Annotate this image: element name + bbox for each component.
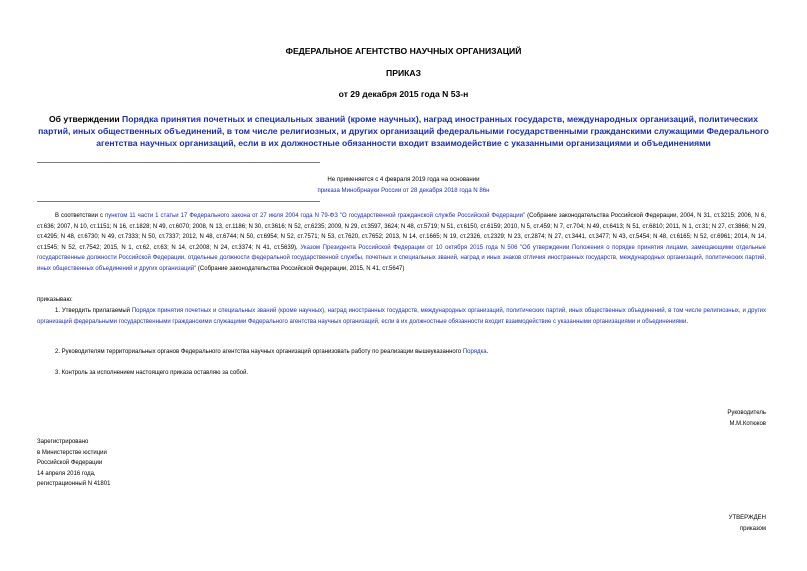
- document-date-number: от 29 декабря 2015 года N 53-н: [338, 89, 469, 99]
- signature-block: [727, 408, 766, 429]
- registration-line: 14 апреля 2016 года,: [37, 470, 96, 477]
- signatory-name: М.М.Котюков: [729, 420, 766, 427]
- divider-top: [37, 162, 320, 163]
- preamble-text-1: В соответствии с: [55, 213, 105, 219]
- registration-line: в Министерстве юстиции: [37, 449, 107, 456]
- procedure-link[interactable]: Порядка: [462, 349, 487, 355]
- status-note-text: Не применяется с 4 февраля 2019 года на основании: [327, 176, 480, 183]
- federal-law-link[interactable]: пунктом 11 части 1 статьи 17 Федерального закона от 27 июля 2004 года N 79-ФЗ "О государственной гражданской службе Российской Федерации": [104, 213, 526, 219]
- item-3-paragraph: 3. Контроль за исполнением настоящего приказа оставляю за собой.: [55, 370, 249, 376]
- preamble-text-2: (Собрание законодательства Российской Федерации, 2004, N 31, ст.3215; 2006, N 6, ст.636; 2007, N 10, ст.1151; N 16, ст.1828; N 49, ст.6070; 2008, N 13, ст.1186; N 30, ст.3616; N 52, ст.6235; 2009, N 29, ст.3597, 3624; N 48, ст.5719; N 51, ст.6150, ст.6159; 2010, N 5, ст.459; N 7, ст.704; N 49, ст.6413; N 51, ст.6810; 2011, N 1, ст.31; N 27, ст.3866; N 29, ст.4295; N 48, ст.6730; N 49, ст.7333; N 50, ст.7337; 2012, N 48, ст.6744; N 50, ст.6954; N 52, ст.7571; N 53, ст.7620, ст.7652; 2013, N 14, ст.1665; N 19, ст.2326, ст.2329; N 23, ст.2874; N 27, ст.3441, ст.3477; N 43, ст.5454; N 48, ст.6165; N 52, ст.6961; 2014, N 14, ст.1545; N 52, ст.7542; 2015, N 1, ст.62, ст.63; N 14, ст.2008; N 24, ст.3374; N 41, ст.5639),: [37, 213, 766, 251]
- item-2-text: 2. Руководителям территориальных органов Федерального агентства научных организаций организовать работу по реализации вышеуказанного: [55, 349, 463, 355]
- registration-line: регистрационный N 41801: [37, 481, 111, 488]
- item-2-end: .: [486, 349, 489, 355]
- divider-bottom: [37, 201, 320, 202]
- order-word: приказываю:: [37, 297, 73, 303]
- approval-by-order: приказом: [739, 525, 766, 532]
- agency-name: ФЕДЕРАЛЬНОЕ АГЕНТСТВО НАУЧНЫХ ОРГАНИЗАЦИЙ: [285, 46, 522, 56]
- preamble-paragraph: [37, 211, 766, 275]
- document-type: ПРИКАЗ: [386, 68, 421, 78]
- signatory-role: Руководитель: [727, 410, 766, 416]
- item-2-paragraph: [37, 347, 766, 358]
- document-title: [34, 114, 773, 149]
- approved-procedure-link[interactable]: Порядок принятия почетных и специальных званий (кроме научных), наград иностранных государств, международных организаций, политических партий, иных общественных объединений, в том числе религиозных, и других организаций федеральными государственными гражданскими служащими Федерального агентства научных организаций, если в их должностные обязанности входит взаимодействие с указанными организациями и объединениями: [37, 308, 766, 325]
- item-1-text: 1. Утвердить прилагаемый: [55, 308, 132, 314]
- item-1-paragraph: [37, 306, 766, 327]
- presidential-decree-link[interactable]: Указом Президента Российской Федерации от 10 октября 2015 года N 506 "Об утверждении Положения о порядке принятия лицами, замещающими отдельные государственные должности Российской Федерации, отдельные должности федеральной государственной службы, почетных и специальных званий, наград и иных знаков отличия иностранных государств, международных организаций, политических партий, иных общественных объединений и других организаций": [37, 244, 766, 272]
- registration-block: [37, 437, 110, 490]
- registration-line: Российской Федерации: [37, 460, 103, 467]
- approval-block: [729, 513, 766, 534]
- status-note-link[interactable]: приказа Минобрнауки России от 28 декабря 2018 года N 86н: [317, 186, 490, 194]
- preamble-text-3: (Собрание законодательства Российской Федерации, 2015, N 41, ст.5647): [196, 265, 405, 272]
- item-1-end: .: [686, 318, 688, 325]
- status-note: [0, 175, 807, 196]
- registration-line: Зарегистрировано: [37, 439, 89, 445]
- title-prefix: Об утверждении: [49, 114, 123, 124]
- approval-heading: УТВЕРЖДЕН: [728, 515, 766, 521]
- title-procedure-link[interactable]: Порядка принятия почетных и специальных званий (кроме научных), наград иностранных государств, международных организаций, политических партий, иных общественных объединений, в том числе религиозных, и других организаций федеральными государственными гражданскими служащими Федерального агентства научных организаций, если в их должностные обязанности входит взаимодействие с указанными организациями и объединениями: [38, 114, 769, 148]
